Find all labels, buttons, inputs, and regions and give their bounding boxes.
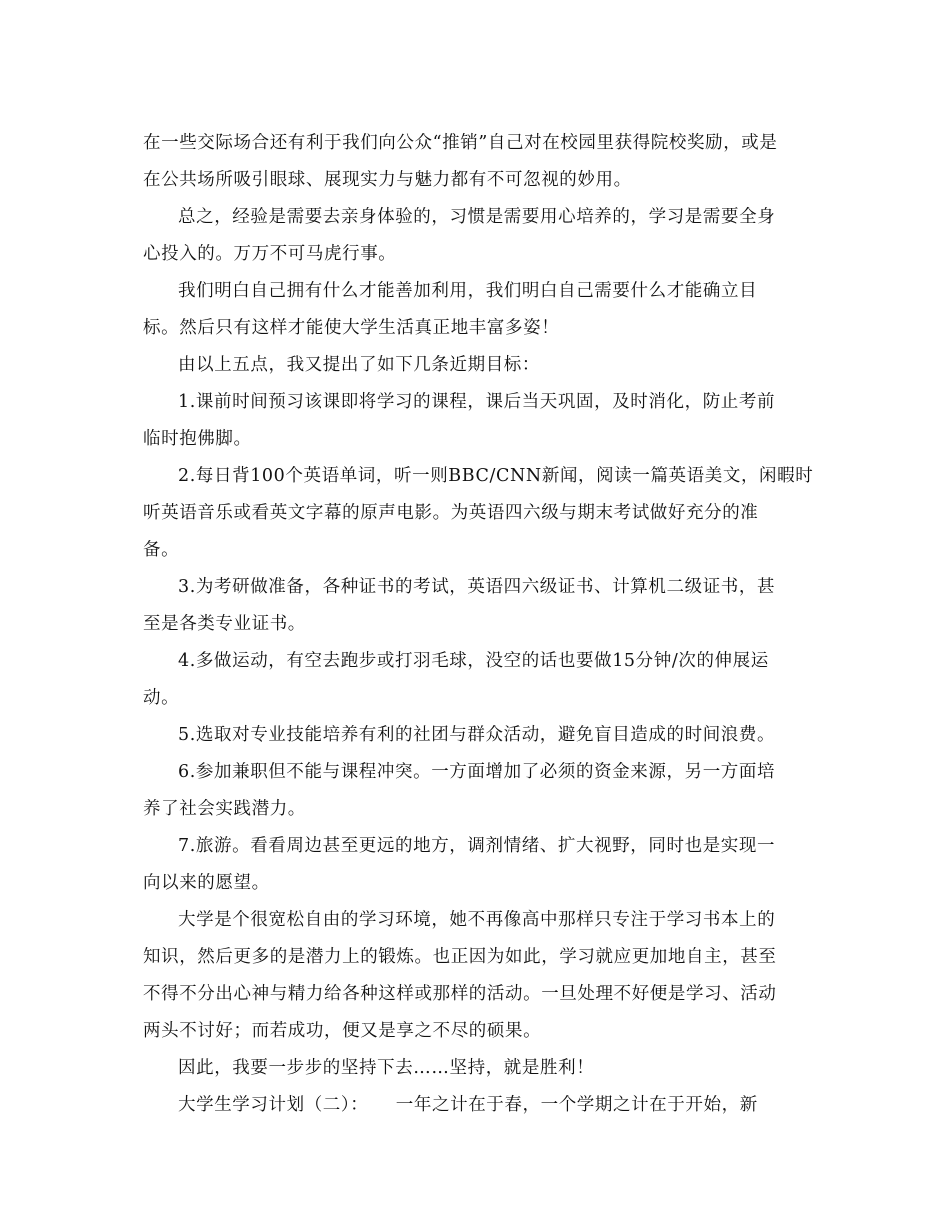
paragraph-line: 因此，我要一步步的坚持下去……坚持，就是胜利！: [178, 1058, 595, 1078]
paragraph-line: 知识，然后更多的是潜力上的锻炼。也正因为如此，学习就应更加地自主，甚至: [143, 947, 777, 967]
goal-line: 向以来的愿望。: [143, 873, 270, 893]
paragraph-line: 两头不讨好；而若成功，便又是享之不尽的硕果。: [143, 1021, 542, 1041]
paragraph-line: 大学是个很宽松自由的学习环境，她不再像高中那样只专注于学习书本上的: [178, 910, 776, 930]
paragraph-line: 由以上五点，我又提出了如下几条近期目标：: [178, 355, 540, 375]
goal-line: 备。: [143, 540, 180, 560]
goal-line: 听英语音乐或看英文字幕的原声电影。为英语四六级与期末考试做好充分的准: [143, 503, 759, 523]
goal-line: 养了社会实践潜力。: [143, 799, 306, 819]
section-heading-line: 大学生学习计划（二）： 一年之计在于春，一个学期之计在于开始，新: [178, 1095, 758, 1115]
paragraph-line: 在公共场所吸引眼球、展现实力与魅力都有不可忽视的妙用。: [143, 170, 632, 190]
goal-line: 5.选取对专业技能培养有利的社团与群众活动，避免盲目造成的时间浪费。: [178, 725, 776, 745]
goal-line: 3.为考研做准备，各种证书的考试，英语四六级证书、计算机二级证书，甚: [178, 577, 776, 597]
goal-line: 1.课前时间预习该课即将学习的课程，课后当天巩固，及时消化，防止考前: [178, 392, 776, 412]
goal-line: 2.每日背100个英语单词，听一则BBC/CNN新闻，阅读一篇英语美文，闲暇时: [178, 466, 814, 486]
paragraph-line: 我们明白自己拥有什么才能善加利用，我们明白自己需要什么才能确立目: [178, 281, 758, 301]
paragraph-line: 标。然后只有这样才能使大学生活真正地丰富多姿！: [143, 318, 560, 338]
paragraph-line: 总之，经验是需要去亲身体验的，习惯是需要用心培养的，学习是需要全身: [178, 207, 776, 227]
goal-line: 至是各类专业证书。: [143, 614, 306, 634]
goal-line: 动。: [143, 688, 180, 708]
paragraph-line: 不得不分出心神与精力给各种这样或那样的活动。一旦处理不好便是学习、活动: [143, 984, 777, 1004]
goal-line: 6.参加兼职但不能与课程冲突。一方面增加了必须的资金来源，另一方面培: [178, 762, 776, 782]
goal-line: 临时抱佛脚。: [143, 429, 252, 449]
goal-line: 7.旅游。看看周边甚至更远的地方，调剂情绪、扩大视野，同时也是实现一: [178, 836, 776, 856]
paragraph-line: 在一些交际场合还有利于我们向公众“推销”自己对在校园里获得院校奖励，或是: [143, 133, 778, 153]
goal-line: 4.多做运动，有空去跑步或打羽毛球，没空的话也要做15分钟/次的伸展运: [178, 651, 769, 671]
paragraph-line: 心投入的。万万不可马虎行事。: [143, 244, 397, 264]
